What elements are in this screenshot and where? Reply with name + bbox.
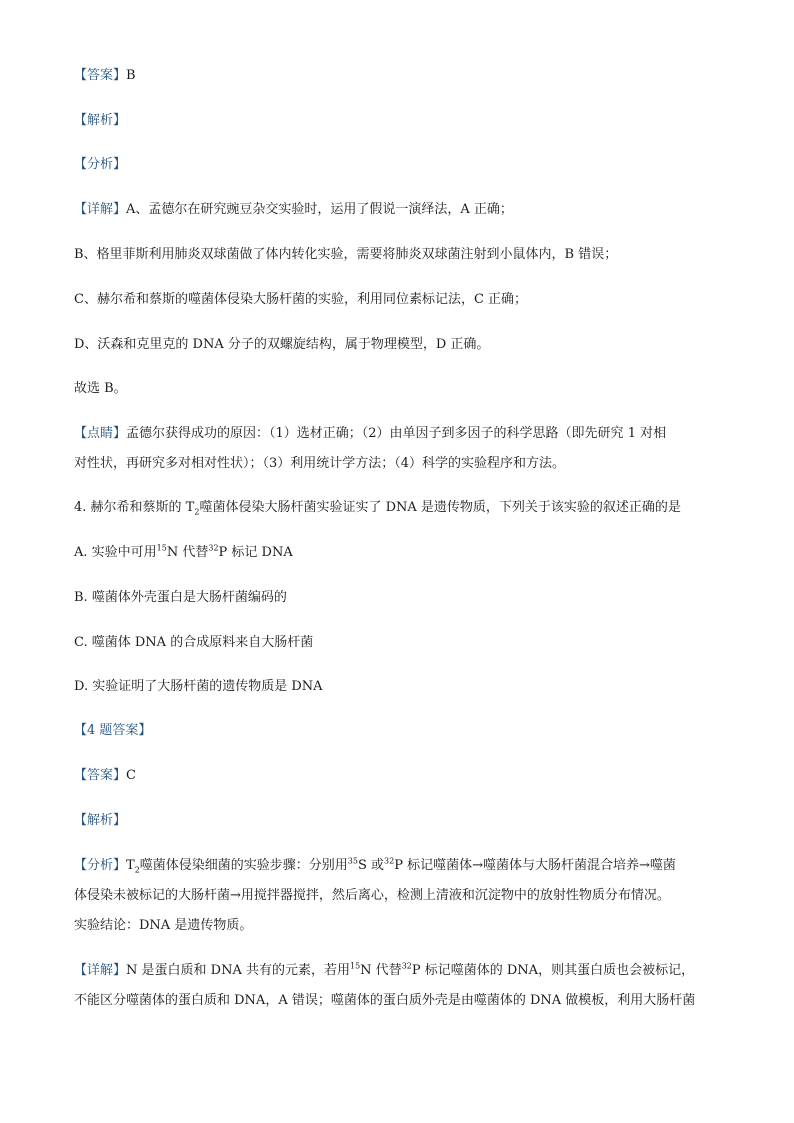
option-a-sup1: 15 [156,543,167,553]
detail-line-a [74,201,734,219]
choose-text: 故选 B。 [74,381,127,396]
fenxi-2-sup1: 35 [347,856,358,866]
detail-2-sup1: 15 [349,961,361,971]
fenxi-line-2c [74,917,734,935]
analysis-line [74,112,734,130]
fenxi-2-sub: 2 [134,865,140,875]
fenxi-line [74,156,734,174]
fenxi-2-c: S 或 [357,858,385,873]
detail-line-d [74,336,734,354]
answer-line-2 [74,767,734,785]
fenxi-2-a: T [126,858,135,873]
detail-a-text: A、孟德尔在研究豌豆杂交实验时，运用了假说一演绎法，A 正确； [126,202,513,217]
fenxi-2-line2: 体侵染未被标记的大肠杆菌→用搅拌器搅拌，然后离心，检测上清液和沉淀物中的放射性物质分布情况。 [74,888,670,903]
q4-section-tag: 【4 题答案】 [74,723,152,738]
question-4-stem [74,499,734,517]
option-c [74,634,734,652]
dianjing-tag: 【点睛】 [74,426,127,441]
option-a-mid: N 代替 [166,545,209,560]
fenxi-tag-2: 【分析】 [74,858,127,873]
analysis-tag: 【解析】 [74,113,127,128]
stem-suffix: 噬菌体侵染大肠杆菌实验证实了 DNA 是遗传物质，下列关于该实验的叙述正确的是 [199,500,681,515]
option-a-sup2: 32 [208,543,219,553]
detail-line-b [74,246,734,264]
detail-d-text: D、沃森和克里克的 DNA 分子的双螺旋结构，属于物理模型，D 正确。 [74,337,490,352]
answer-value: B [126,68,136,83]
fenxi-2-line3: 实验结论：DNA 是遗传物质。 [74,918,253,933]
dianjing-text-1: 孟德尔获得成功的原因：（1）选材正确；（2）由单因子到多因子的科学思路（即先研究 1 对相 [126,426,667,441]
choose-line [74,380,734,398]
answer-tag-2: 【答案】 [74,768,127,783]
detail-tag-2: 【详解】 [74,963,127,978]
option-d-text: D. 实验证明了大肠杆菌的遗传物质是 DNA [74,679,323,694]
option-b-text: B. 噬菌体外壳蛋白是大肠杆菌编码的 [74,590,287,605]
detail-line-c [74,291,734,309]
fenxi-line-2b [74,887,734,905]
fenxi-2-d: P 标记噬菌体→噬菌体与大肠杆菌混合培养→噬菌 [394,858,676,873]
stem-sub: 2 [194,507,200,517]
detail-line-2b [74,992,734,1010]
detail-2-b: N 代替 [360,963,402,978]
option-c-text: C. 噬菌体 DNA 的合成原料来自大肠杆菌 [74,635,314,650]
detail-tag: 【详解】 [74,202,127,217]
answer-tag: 【答案】 [74,68,127,83]
q4-section-line [74,722,734,740]
fenxi-tag: 【分析】 [74,157,127,172]
stem-prefix: 4. 赫尔希和蔡斯的 T [74,500,195,515]
detail-2-a: N 是蛋白质和 DNA 共有的元素，若用 [126,963,350,978]
option-a [74,544,734,562]
analysis-line-2 [74,812,734,830]
dianjing-line-2 [74,455,734,473]
fenxi-line-2a [74,857,734,875]
detail-c-text: C、赫尔希和蔡斯的噬菌体侵染大肠杆菌的实验，利用同位素标记法，C 正确； [74,292,528,307]
detail-line-2a [74,962,734,980]
answer-value-2: C [126,768,136,783]
detail-2-line2: 不能区分噬菌体的蛋白质和 DNA，A 错误；噬菌体的蛋白质外壳是由噬菌体的 DNA 做模板，利用大肠杆菌 [74,993,696,1008]
dianjing-line-1 [74,425,734,443]
detail-b-text: B、格里菲斯利用肺炎双球菌做了体内转化实验，需要将肺炎双球菌注射到小鼠体内，B 错误； [74,247,618,262]
option-a-prefix: A. 实验中可用 [74,545,157,560]
detail-2-c: P 标记噬菌体的 DNA，则其蛋白质也会被标记， [411,963,695,978]
dianjing-text-2: 对性状，再研究多对相对性状）；（3）利用统计学方法；（4）科学的实验程序和方法。 [74,456,566,471]
fenxi-2-b: 噬菌体侵染细菌的实验步骤：分别用 [139,858,348,873]
option-d [74,678,734,696]
option-b [74,589,734,607]
fenxi-2-sup2: 32 [384,856,395,866]
answer-line [74,67,734,85]
analysis-tag-2: 【解析】 [74,813,127,828]
detail-2-sup2: 32 [401,961,412,971]
option-a-suffix: P 标记 DNA [218,545,293,560]
